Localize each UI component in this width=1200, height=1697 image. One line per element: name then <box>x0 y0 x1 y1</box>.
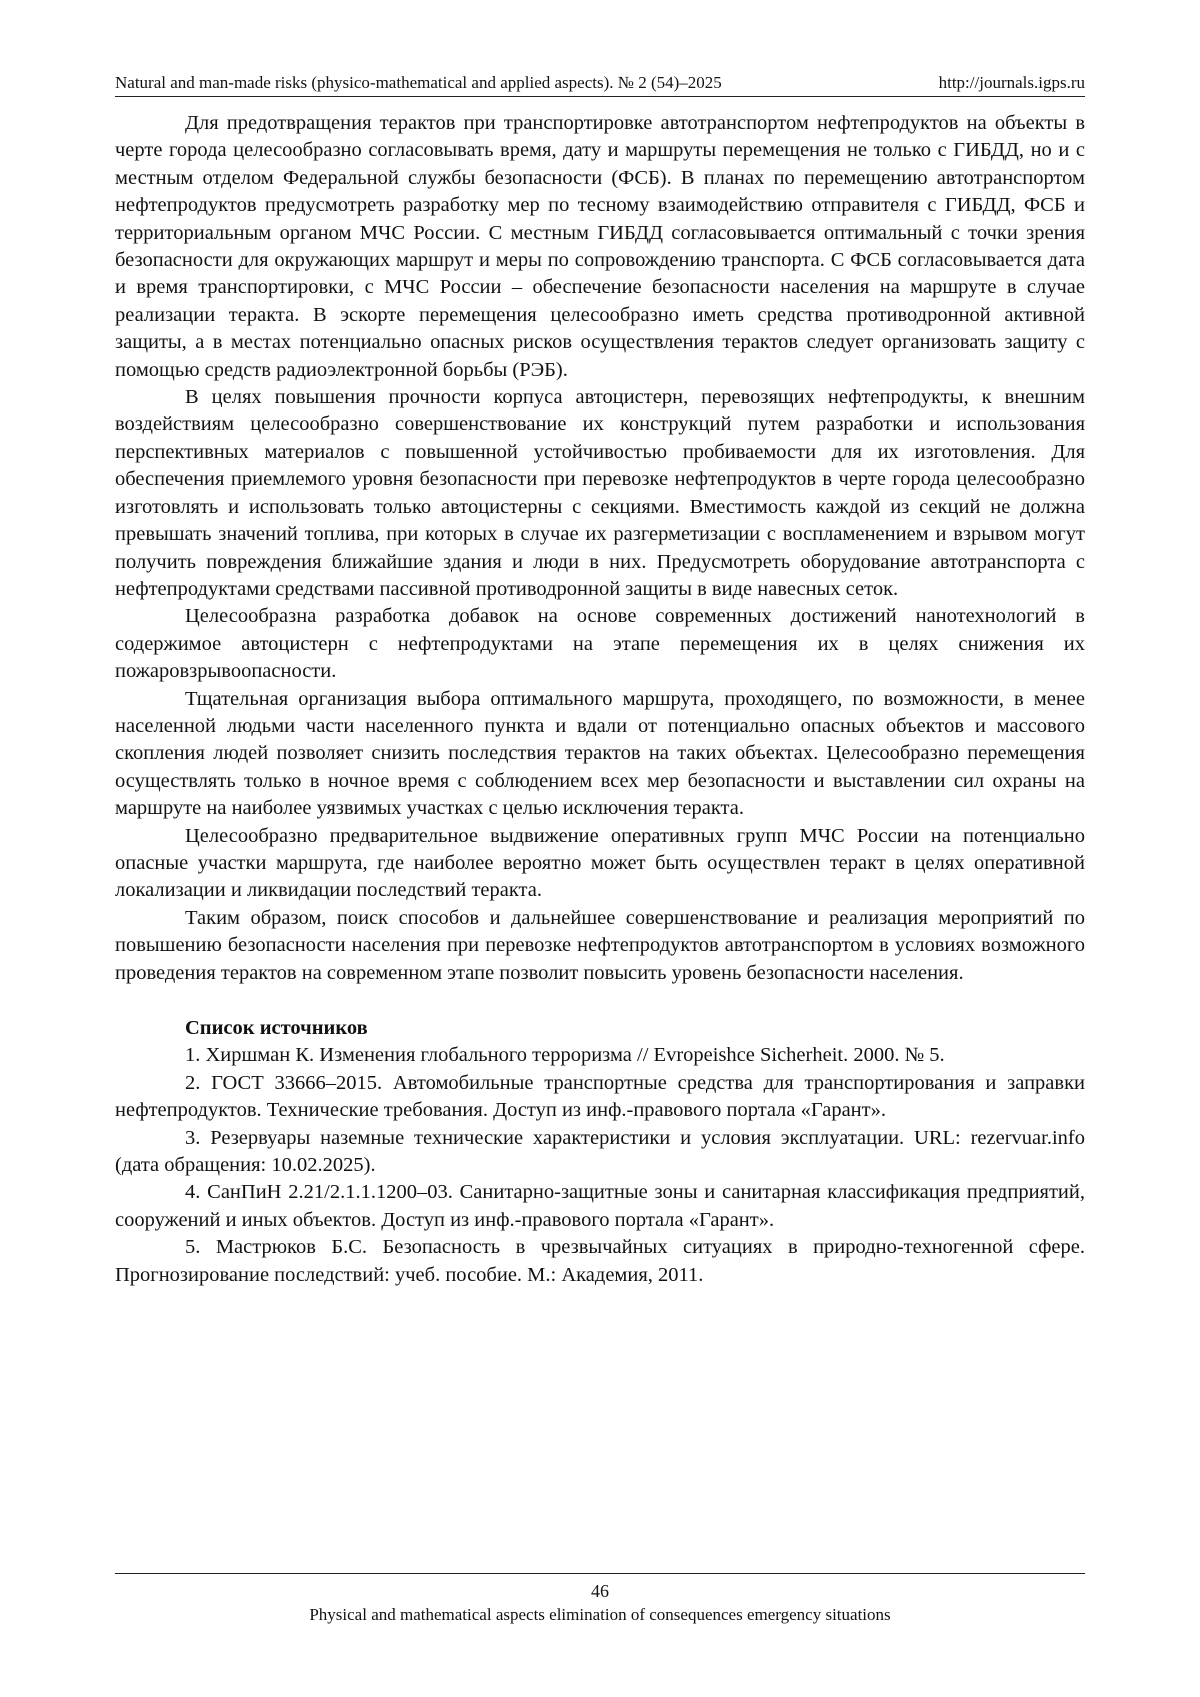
running-footer: Physical and mathematical aspects elimination of consequences emergency situations <box>0 1604 1200 1626</box>
reference-item: 5. Мастрюков Б.С. Безопасность в чрезвычайных ситуациях в природно-техногенной сфере. Прогнозирование последствий: учеб. пособие. М.: Академия, 2011. <box>115 1234 1085 1289</box>
paragraph: Таким образом, поиск способов и дальнейшее совершенствование и реализация мероприятий по повышению безопасности населения при перевозке нефтепродуктов автотранспортом в условиях возможного проведения терактов на современном этапе позволит повысить уровень безопасности населения. <box>115 905 1085 987</box>
page-number: 46 <box>0 1580 1200 1602</box>
reference-item: 1. Хиршман К. Изменения глобального терроризма // Evropeishce Sicherheit. 2000. № 5. <box>115 1042 1085 1069</box>
running-header <box>115 70 1085 97</box>
journal-url[interactable]: http://journals.igps.ru <box>939 72 1085 94</box>
footer-divider <box>115 1573 1085 1574</box>
journal-title: Natural and man-made risks (physico-mathematical and applied aspects). № 2 (54)–2025 <box>115 72 722 94</box>
paragraph: Тщательная организация выбора оптимального маршрута, проходящего, по возможности, в менее населенной людьми части населенного пункта и вдали от потенциально опасных объектов и массового скопления людей позволяет снизить последствия терактов на таких объектах. Целесообразно перемещения осуществлять только в ночное время с соблюдением всех мер безопасности и выставлении сил охраны на маршруте на наиболее уязвимых участках с целью исключения теракта. <box>115 686 1085 823</box>
paragraph: Целесообразно предварительное выдвижение оперативных групп МЧС России на потенциально опасные участки маршрута, где наиболее вероятно может быть осуществлен теракт в целях оперативной локализации и ликвидации последствий теракта. <box>115 823 1085 905</box>
paragraph: Для предотвращения терактов при транспортировке автотранспортом нефтепродуктов на объекты в черте города целесообразно согласовывать время, дату и маршруты перемещения не только с ГИБДД, но и с местным отделом Федеральной службы безопасности (ФСБ). В планах по перемещению автотранспортом нефтепродуктов предусмотреть разработку мер по тесному взаимодействию отправителя с ГИБДД, ФСБ и территориальным органом МЧС России. С местным ГИБДД согласовывается оптимальный с точки зрения безопасности для окружающих маршрут и меры по сопровождению транспорта. С ФСБ согласовывается дата и время транспортировки, с МЧС России – обеспечение безопасности населения на маршруте в случае реализации теракта. В эскорте перемещения целесообразно иметь средства противодронной активной защиты, а в местах потенциально опасных рисков осуществления терактов следует организовать защиту с помощью средств радиоэлектронной борьбы (РЭБ). <box>115 110 1085 384</box>
references-heading: Список источников <box>115 1015 1085 1042</box>
reference-item: 4. СанПиН 2.21/2.1.1.1200–03. Санитарно-защитные зоны и санитарная классификация предприятий, сооружений и иных объектов. Доступ из инф.-правового портала «Гарант». <box>115 1179 1085 1234</box>
reference-item: 2. ГОСТ 33666–2015. Автомобильные транспортные средства для транспортирования и заправки нефтепродуктов. Технические требования. Доступ из инф.-правового портала «Гарант». <box>115 1070 1085 1125</box>
article-body <box>115 110 1085 1289</box>
reference-item: 3. Резервуары наземные технические характеристики и условия эксплуатации. URL: rezervuar.info (дата обращения: 10.02.2025). <box>115 1125 1085 1180</box>
paragraph: Целесообразна разработка добавок на основе современных достижений нанотехнологий в содержимое автоцистерн с нефтепродуктами на этапе перемещения их в целях снижения их пожаровзрывоопасности. <box>115 603 1085 685</box>
paragraph: В целях повышения прочности корпуса автоцистерн, перевозящих нефтепродукты, к внешним воздействиям целесообразно совершенствование их конструкций путем разработки и использования перспективных материалов с повышенной устойчивостью пробиваемости для их изготовления. Для обеспечения приемлемого уровня безопасности при перевозке нефтепродуктов в черте города целесообразно изготовлять и использовать только автоцистерны с секциями. Вместимость каждой из секций не должна превышать значений топлива, при которых в случае их разгерметизации с воспламенением и взрывом могут получить повреждения ближайшие здания и люди в них. Предусмотреть оборудование автотранспорта с нефтепродуктами средствами пассивной противодронной защиты в виде навесных сеток. <box>115 384 1085 603</box>
